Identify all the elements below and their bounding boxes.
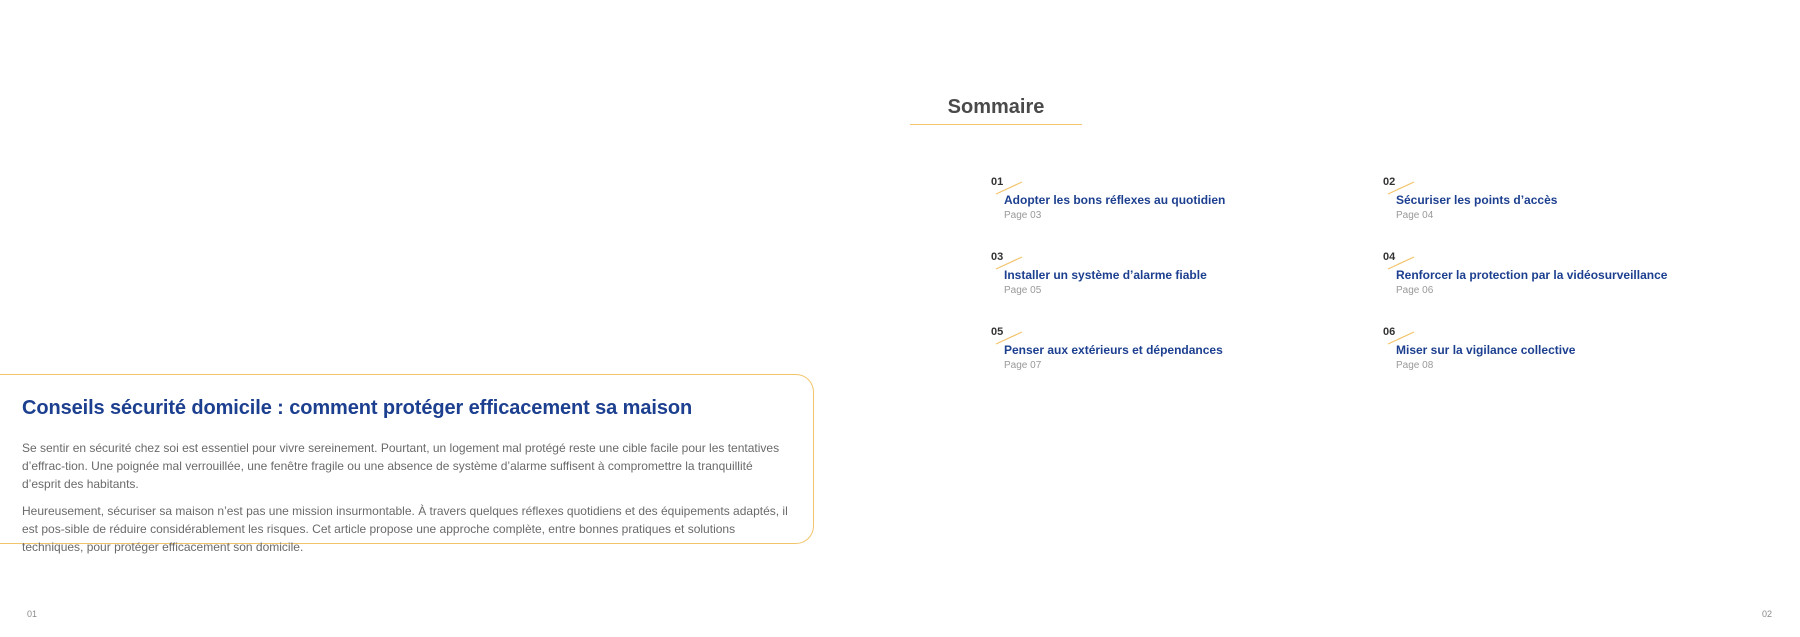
intro-paragraph-2: Heureusement, sécuriser sa maison n’est pas une mission insurmontable. À travers quelques réflexes quotidiens et des équipements adaptés, il est pos-sible de réduire considérablement les risques. Cet article propose une approche complète, entre bonnes pratiques et solutions techniques, pour protéger efficacement son domicile.	[22, 504, 788, 554]
toc-item-label[interactable]: Installer un système d’alarme fiable	[1004, 268, 1207, 282]
toc-item-label[interactable]: Sécuriser les points d’accès	[1396, 193, 1558, 207]
toc-item-number: 05	[991, 326, 1004, 338]
toc-item-label[interactable]: Adopter les bons réflexes au quotidien	[1004, 193, 1226, 207]
intro-card	[0, 374, 814, 554]
toc-title: Sommaire	[947, 96, 1045, 118]
toc-item-page: Page 05	[1004, 285, 1042, 296]
intro-paragraph-1: Se sentir en sécurité chez soi est essentiel pour vivre sereinement. Pourtant, un logement mal protégé reste une cible facile pour les tentatives d’effrac-tion. Une poignée mal verrouillée, une fenêtre fragile ou une absence de système d’alarme suffisent à compromettre la tranquillité d’esprit des habitants.	[22, 441, 780, 491]
toc-item-number: 01	[991, 176, 1004, 188]
toc-item[interactable]	[1383, 175, 1703, 235]
toc-item[interactable]	[991, 175, 1311, 235]
toc-item-number: 03	[991, 251, 1004, 263]
article-title: Conseils sécurité domicile : comment protéger efficacement sa maison	[22, 397, 693, 419]
right-page	[900, 0, 1800, 637]
toc-item-page: Page 03	[1004, 210, 1042, 221]
toc-item[interactable]	[1383, 325, 1703, 385]
toc-item-label[interactable]: Penser aux extérieurs et dépendances	[1004, 343, 1223, 357]
toc-item-page: Page 04	[1396, 210, 1434, 221]
toc-title-underline	[910, 124, 1082, 125]
toc-item-page: Page 08	[1396, 360, 1434, 371]
toc-item-label[interactable]: Miser sur la vigilance collective	[1396, 343, 1576, 357]
toc-item-page: Page 07	[1004, 360, 1042, 371]
toc-item[interactable]	[991, 325, 1311, 385]
toc-item[interactable]	[991, 250, 1311, 310]
toc-item-page: Page 06	[1396, 285, 1434, 296]
toc-item-number: 02	[1383, 176, 1396, 188]
page-number-right: 02	[1761, 609, 1772, 619]
toc-item-number: 06	[1383, 326, 1396, 338]
toc-item[interactable]	[1383, 250, 1703, 310]
toc-item-label[interactable]: Renforcer la protection par la vidéosurveillance	[1396, 268, 1668, 282]
toc-item-number: 04	[1383, 251, 1396, 263]
page-number-left: 01	[27, 609, 38, 619]
